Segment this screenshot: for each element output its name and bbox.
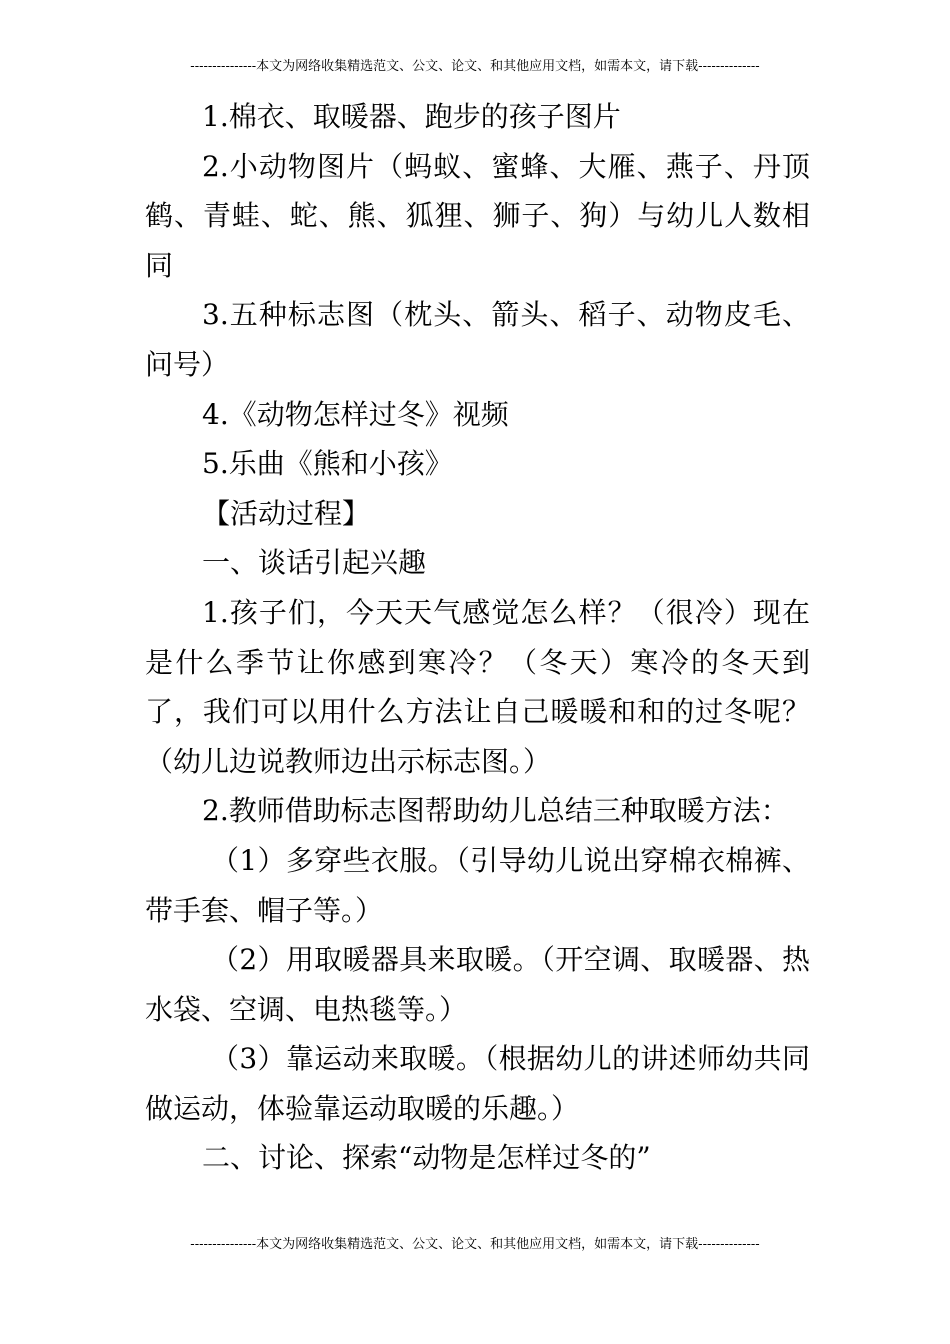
paragraph-method-1: （1）多穿些衣服。（引导幼儿说出穿棉衣棉裤、带手套、帽子等。） xyxy=(145,843,810,927)
section-heading-part-two: 二、讨论、探索“动物是怎样过冬的” xyxy=(202,1141,651,1175)
paragraph-step-2: 2.教师借助标志图帮助幼儿总结三种取暖方法： xyxy=(202,794,789,828)
paragraph-materials-4: 4.《动物怎样过冬》视频 xyxy=(202,397,509,431)
paragraph-materials-1: 1.棉衣、取暖器、跑步的孩子图片 xyxy=(202,100,621,133)
section-heading-part-one: 一、谈话引起兴趣 xyxy=(202,546,427,580)
paragraph-method-2: （2）用取暖器具来取暖。（开空调、取暖器、热水袋、空调、电热毯等。） xyxy=(145,943,810,1026)
paragraph-materials-2: 2.小动物图片（蚂蚁、蜜蜂、大雁、燕子、丹顶鹤、青蛙、蛇、熊、狐狸、狮子、狗）与幼儿人数相同 xyxy=(145,149,810,282)
paragraph-step-1: 1.孩子们，今天天气感觉怎么样？（很冷）现在是什么季节让你感到寒冷？（冬天）寒冷的冬天到了，我们可以用什么方法让自己暖暖和和的过冬呢？（幼儿边说教师边出示标志图。） xyxy=(145,595,810,778)
document-body xyxy=(145,92,810,1183)
header-banner: ---------------本文为网络收集精选范文、公文、论文、和其他应用文档，如需本文，请下载-------------- xyxy=(190,59,760,74)
footer-banner: ---------------本文为网络收集精选范文、公文、论文、和其他应用文档，如需本文，请下载-------------- xyxy=(190,1237,760,1252)
section-heading-activity-process: 【活动过程】 xyxy=(202,496,371,530)
paragraph-method-3: （3）靠运动来取暖。（根据幼儿的讲述师幼共同做运动，体验靠运动取暖的乐趣。） xyxy=(145,1042,810,1125)
paragraph-materials-5: 5.乐曲《熊和小孩》 xyxy=(202,447,453,481)
paragraph-materials-3: 3.五种标志图（枕头、箭头、稻子、动物皮毛、问号） xyxy=(145,298,810,381)
